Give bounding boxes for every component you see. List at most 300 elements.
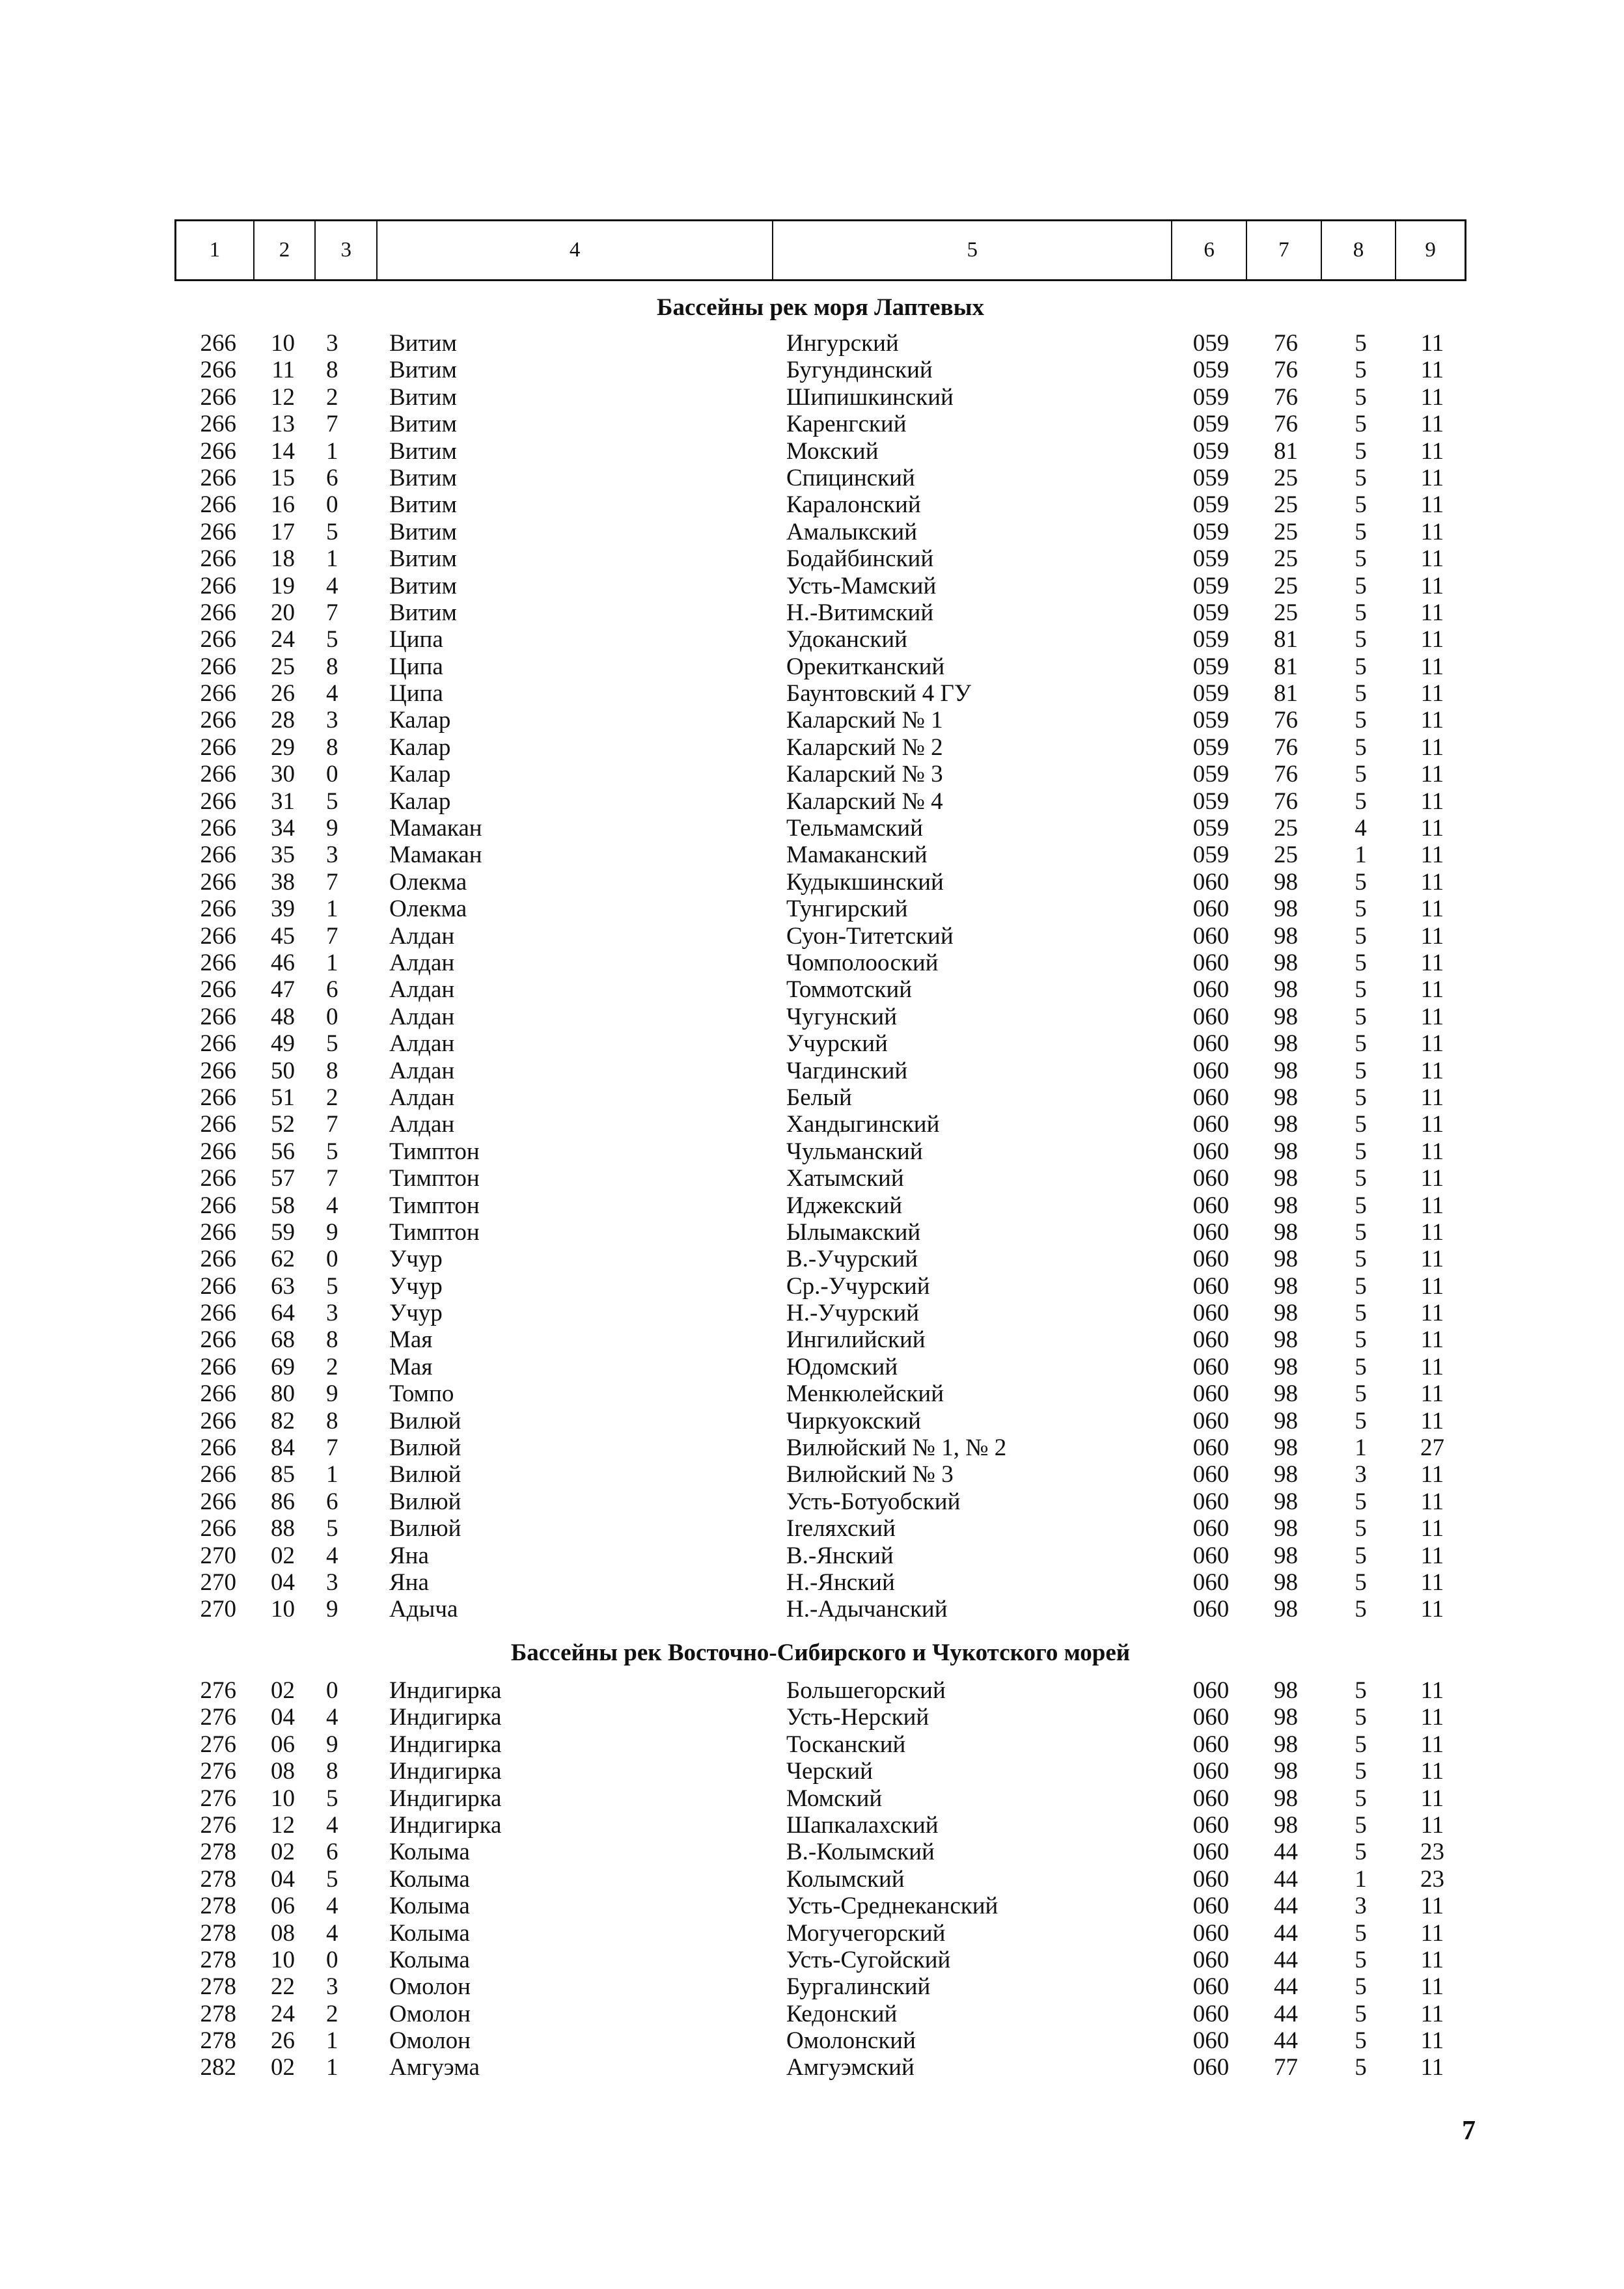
- table-row: [174, 1704, 1466, 1731]
- table-cell: 3: [326, 1973, 338, 2001]
- table-cell: 278: [200, 1839, 236, 1866]
- table-cell: Яна: [389, 1569, 429, 1596]
- table-cell: 060: [1192, 1003, 1230, 1030]
- table-cell: Амгуэмский: [786, 2054, 915, 2081]
- table-cell: 98: [1274, 1165, 1298, 1192]
- table-cell: В.-Колымский: [786, 1839, 935, 1866]
- table-cell: 98: [1274, 1461, 1298, 1488]
- table-cell: 11: [1420, 896, 1444, 923]
- table-cell: 5: [1355, 572, 1367, 599]
- table-cell: 060: [1192, 1111, 1230, 1138]
- table-row: [174, 2001, 1466, 2027]
- table-cell: Каларский № 3: [786, 761, 943, 788]
- table-cell: 060: [1192, 1865, 1230, 1893]
- table-cell: 7: [326, 411, 338, 438]
- table-cell: 266: [200, 1084, 236, 1111]
- table-row: [174, 2027, 1466, 2054]
- table-cell: Алдан: [389, 976, 455, 1004]
- table-cell: 060: [1192, 1030, 1230, 1058]
- table-cell: 25: [1274, 599, 1298, 626]
- table-cell: 266: [200, 1488, 236, 1515]
- table-cell: 11: [1420, 680, 1444, 707]
- table-cell: 25: [1274, 518, 1298, 545]
- table-cell: 9: [326, 1596, 338, 1623]
- table-row: [174, 1192, 1466, 1219]
- table-row: [174, 734, 1466, 761]
- table-cell: Тимптон: [389, 1165, 480, 1192]
- table-cell: Алдан: [389, 949, 455, 976]
- table-cell: 266: [200, 653, 236, 680]
- table-cell: 5: [326, 1030, 338, 1058]
- table-cell: 98: [1274, 1246, 1298, 1273]
- table-cell: 266: [200, 1030, 236, 1058]
- table-cell: Витим: [389, 599, 457, 626]
- table-cell: 5: [1355, 383, 1367, 411]
- table-row: [174, 1973, 1466, 2000]
- table-cell: Мая: [389, 1326, 433, 1354]
- table-row: [174, 1111, 1466, 1138]
- table-cell: 86: [271, 1488, 295, 1515]
- table-cell: 98: [1274, 1811, 1298, 1839]
- table-cell: 98: [1274, 1407, 1298, 1434]
- table-cell: 52: [271, 1111, 295, 1138]
- table-cell: 11: [1420, 599, 1444, 626]
- table-cell: Омолон: [389, 2027, 471, 2055]
- table-cell: Н.-Витимский: [786, 599, 934, 626]
- table-cell: 266: [200, 1353, 236, 1380]
- table-cell: 48: [271, 1003, 295, 1030]
- table-cell: Тосканский: [786, 1731, 906, 1758]
- table-cell: 5: [326, 1138, 338, 1165]
- table-cell: 44: [1274, 1839, 1298, 1866]
- table-cell: Мамакан: [389, 842, 482, 869]
- table-cell: 31: [271, 788, 295, 815]
- table-cell: Н.-Учурский: [786, 1300, 920, 1327]
- table-cell: Олекма: [389, 868, 467, 896]
- table-cell: 5: [1355, 1569, 1367, 1596]
- table-cell: 4: [326, 1192, 338, 1219]
- table-cell: 98: [1274, 1704, 1298, 1731]
- table-cell: 060: [1192, 1569, 1230, 1596]
- table-cell: 266: [200, 437, 236, 465]
- table-cell: 266: [200, 1380, 236, 1408]
- table-cell: 11: [1420, 1272, 1444, 1300]
- table-cell: Хатымский: [786, 1165, 904, 1192]
- table-cell: 3: [326, 707, 338, 734]
- table-cell: Олекма: [389, 896, 467, 923]
- table-cell: 98: [1274, 976, 1298, 1004]
- table-cell: Бургалинский: [786, 1973, 931, 2001]
- table-cell: 11: [1420, 1084, 1444, 1111]
- table-cell: 266: [200, 464, 236, 491]
- table-cell: 270: [200, 1596, 236, 1623]
- table-cell: 5: [1355, 545, 1367, 573]
- column-header: 6: [1172, 221, 1247, 279]
- table-cell: 1: [326, 896, 338, 923]
- table-cell: Витим: [389, 545, 457, 573]
- table-cell: 5: [1355, 1758, 1367, 1785]
- table-cell: 5: [1355, 1272, 1367, 1300]
- table-cell: 76: [1274, 707, 1298, 734]
- table-cell: 4: [326, 1542, 338, 1569]
- table-cell: Томпо: [389, 1380, 454, 1408]
- table-cell: 7: [326, 868, 338, 896]
- table-cell: 266: [200, 518, 236, 545]
- table-cell: 276: [200, 1704, 236, 1731]
- table-cell: 059: [1192, 437, 1230, 465]
- table-cell: 5: [1355, 1704, 1367, 1731]
- table-cell: 060: [1192, 1785, 1230, 1812]
- table-row: [174, 1030, 1466, 1057]
- table-cell: 5: [1355, 357, 1367, 384]
- table-cell: 81: [1274, 680, 1298, 707]
- table-cell: 266: [200, 733, 236, 761]
- table-cell: 266: [200, 572, 236, 599]
- table-cell: Индигирка: [389, 1704, 502, 1731]
- table-cell: 266: [200, 1218, 236, 1246]
- table-cell: Калар: [389, 707, 451, 734]
- table-cell: 2: [326, 383, 338, 411]
- table-cell: 9: [326, 1380, 338, 1408]
- table-cell: 98: [1274, 922, 1298, 950]
- table-cell: 11: [1420, 1569, 1444, 1596]
- table-cell: 060: [1192, 1326, 1230, 1354]
- table-cell: 276: [200, 1731, 236, 1758]
- table-cell: 5: [1355, 1946, 1367, 1973]
- table-row: [174, 1461, 1466, 1488]
- table-cell: 11: [1420, 411, 1444, 438]
- table-cell: Вилюй: [389, 1407, 461, 1434]
- table-cell: Чомполооский: [786, 949, 939, 976]
- table-cell: 060: [1192, 1138, 1230, 1165]
- table-cell: 060: [1192, 1758, 1230, 1785]
- table-cell: Витим: [389, 464, 457, 491]
- table-row: [174, 1004, 1466, 1030]
- table-cell: Хандыгинский: [786, 1111, 940, 1138]
- table-cell: 266: [200, 545, 236, 573]
- table-cell: 060: [1192, 1919, 1230, 1947]
- table-cell: 0: [326, 1003, 338, 1030]
- table-cell: 5: [1355, 1218, 1367, 1246]
- table-cell: 276: [200, 1758, 236, 1785]
- table-cell: Чагдинский: [786, 1057, 908, 1084]
- table-row: [174, 1138, 1466, 1165]
- table-cell: 44: [1274, 2027, 1298, 2055]
- table-cell: 8: [326, 1326, 338, 1354]
- table-cell: 11: [1420, 1057, 1444, 1084]
- table-cell: Вилюй: [389, 1515, 461, 1542]
- table-cell: 5: [1355, 1515, 1367, 1542]
- table-cell: 266: [200, 599, 236, 626]
- table-cell: Колымский: [786, 1865, 905, 1893]
- table-cell: Колыма: [389, 1893, 470, 1920]
- table-cell: 2: [326, 1353, 338, 1380]
- table-cell: 060: [1192, 1057, 1230, 1084]
- table-cell: 98: [1274, 1785, 1298, 1812]
- table-cell: 278: [200, 1893, 236, 1920]
- table-cell: 060: [1192, 1246, 1230, 1273]
- table-cell: 11: [1420, 1192, 1444, 1219]
- table-row: [174, 1812, 1466, 1839]
- table-cell: 5: [1355, 1488, 1367, 1515]
- table-cell: 5: [1355, 680, 1367, 707]
- table-cell: 11: [1420, 922, 1444, 950]
- table-cell: 26: [271, 680, 295, 707]
- table-cell: 02: [271, 2054, 295, 2081]
- table-cell: 25: [1274, 464, 1298, 491]
- table-cell: 059: [1192, 599, 1230, 626]
- table-cell: 5: [1355, 626, 1367, 653]
- table-cell: 060: [1192, 1300, 1230, 1327]
- table-cell: 81: [1274, 653, 1298, 680]
- table-row: [174, 707, 1466, 733]
- table-cell: 1: [326, 2054, 338, 2081]
- table-cell: 059: [1192, 680, 1230, 707]
- table-cell: 46: [271, 949, 295, 976]
- table-cell: Колыма: [389, 1946, 470, 1973]
- table-cell: 26: [271, 2027, 295, 2055]
- table-cell: 98: [1274, 949, 1298, 976]
- table-cell: 5: [1355, 1407, 1367, 1434]
- table-cell: 19: [271, 572, 295, 599]
- table-cell: Витим: [389, 491, 457, 519]
- table-cell: 11: [271, 357, 295, 384]
- table-cell: 11: [1420, 815, 1444, 842]
- table-cell: 11: [1420, 1461, 1444, 1488]
- table-cell: 11: [1420, 1138, 1444, 1165]
- table-cell: 98: [1274, 896, 1298, 923]
- table-cell: Витим: [389, 330, 457, 357]
- column-header: 9: [1425, 238, 1436, 262]
- table-cell: 3: [326, 330, 338, 357]
- table-cell: Н.-Янский: [786, 1569, 895, 1596]
- table-row: [174, 626, 1466, 653]
- table-cell: Кедонский: [786, 2000, 898, 2027]
- table-cell: 266: [200, 330, 236, 357]
- table-cell: 059: [1192, 464, 1230, 491]
- table-row: [174, 976, 1466, 1003]
- table-cell: 44: [1274, 1973, 1298, 2001]
- table-cell: 11: [1420, 1218, 1444, 1246]
- table-cell: 68: [271, 1326, 295, 1354]
- column-header: 4: [378, 221, 773, 279]
- table-cell: 77: [1274, 2054, 1298, 2081]
- table-cell: 11: [1420, 1515, 1444, 1542]
- table-row: [174, 1380, 1466, 1407]
- table-cell: Чугунский: [786, 1003, 898, 1030]
- table-cell: 22: [271, 1973, 295, 2001]
- table-cell: Алдан: [389, 1003, 455, 1030]
- table-cell: 5: [1355, 1246, 1367, 1273]
- table-cell: 10: [271, 1785, 295, 1812]
- table-cell: 81: [1274, 437, 1298, 465]
- table-cell: Индигирка: [389, 1677, 502, 1704]
- table-cell: Ципа: [389, 626, 443, 653]
- table-cell: 25: [1274, 572, 1298, 599]
- table-cell: 11: [1420, 842, 1444, 869]
- table-row: [174, 1920, 1466, 1947]
- table-cell: 1: [1355, 1434, 1367, 1462]
- table-cell: 98: [1274, 1758, 1298, 1785]
- table-cell: 11: [1420, 1731, 1444, 1758]
- table-body-east-siberian: [174, 1677, 1466, 2081]
- table-cell: 5: [1355, 1542, 1367, 1569]
- table-row: [174, 330, 1466, 357]
- table-cell: 6: [326, 1839, 338, 1866]
- table-cell: 5: [326, 1785, 338, 1812]
- section-title-east-siberian: Бассейны рек Восточно-Сибирского и Чукотского морей: [510, 1639, 1131, 1666]
- table-cell: Чиркуокский: [786, 1407, 921, 1434]
- table-cell: 98: [1274, 1326, 1298, 1354]
- table-cell: 9: [326, 815, 338, 842]
- table-cell: 060: [1192, 1488, 1230, 1515]
- table-row: [174, 788, 1466, 815]
- table-cell: 059: [1192, 572, 1230, 599]
- table-cell: 10: [271, 1946, 295, 1973]
- table-row: [174, 465, 1466, 491]
- table-cell: 11: [1420, 464, 1444, 491]
- table-cell: 5: [1355, 1596, 1367, 1623]
- table-cell: 5: [1355, 1677, 1367, 1704]
- table-cell: Тимптон: [389, 1138, 480, 1165]
- table-cell: 8: [326, 1758, 338, 1785]
- table-cell: 8: [326, 733, 338, 761]
- table-cell: Адыча: [389, 1596, 458, 1623]
- table-cell: 266: [200, 1272, 236, 1300]
- table-cell: Алдан: [389, 922, 455, 950]
- table-cell: 11: [1420, 1353, 1444, 1380]
- table-cell: 266: [200, 1111, 236, 1138]
- table-cell: 30: [271, 761, 295, 788]
- table-cell: В.-Янский: [786, 1542, 894, 1569]
- table-cell: 76: [1274, 357, 1298, 384]
- table-cell: 060: [1192, 1731, 1230, 1758]
- table-cell: Ылымакский: [786, 1218, 921, 1246]
- table-cell: 276: [200, 1811, 236, 1839]
- table-cell: 11: [1420, 437, 1444, 465]
- table-cell: 11: [1420, 1919, 1444, 1947]
- table-row: [174, 1273, 1466, 1300]
- table-cell: Момский: [786, 1785, 883, 1812]
- table-cell: Алдан: [389, 1111, 455, 1138]
- table-row: [174, 357, 1466, 383]
- table-cell: 98: [1274, 868, 1298, 896]
- table-cell: 5: [1355, 868, 1367, 896]
- table-cell: Индигирка: [389, 1785, 502, 1812]
- table-row: [174, 2054, 1466, 2081]
- table-cell: 5: [1355, 1380, 1367, 1408]
- table-cell: 44: [1274, 2000, 1298, 2027]
- column-header-row: [174, 219, 1466, 281]
- table-row: [174, 1542, 1466, 1569]
- table-cell: 98: [1274, 1138, 1298, 1165]
- table-cell: 62: [271, 1246, 295, 1273]
- table-cell: 98: [1274, 1003, 1298, 1030]
- table-cell: 76: [1274, 733, 1298, 761]
- table-cell: 44: [1274, 1893, 1298, 1920]
- table-cell: 11: [1420, 1030, 1444, 1058]
- table-cell: 5: [1355, 707, 1367, 734]
- table-cell: Усть-Среднеканский: [786, 1893, 998, 1920]
- table-cell: 23: [1420, 1839, 1444, 1866]
- table-cell: 76: [1274, 383, 1298, 411]
- page-number: 7: [1462, 2116, 1476, 2146]
- table-cell: Каларский № 2: [786, 733, 943, 761]
- table-cell: 060: [1192, 922, 1230, 950]
- table-cell: 6: [326, 1488, 338, 1515]
- table-cell: 278: [200, 2027, 236, 2055]
- table-row: [174, 815, 1466, 842]
- table-cell: 98: [1274, 1488, 1298, 1515]
- table-cell: 23: [1420, 1865, 1444, 1893]
- table-cell: Калар: [389, 733, 451, 761]
- table-cell: 059: [1192, 761, 1230, 788]
- table-cell: 060: [1192, 1515, 1230, 1542]
- table-cell: 060: [1192, 1380, 1230, 1408]
- table-cell: 059: [1192, 357, 1230, 384]
- table-cell: Кудыкшинский: [786, 868, 944, 896]
- table-cell: Усть-Мамский: [786, 572, 937, 599]
- table-cell: 4: [326, 1919, 338, 1947]
- table-cell: 11: [1420, 1542, 1444, 1569]
- table-cell: 9: [326, 1218, 338, 1246]
- table-cell: 5: [1355, 896, 1367, 923]
- table-cell: 2: [326, 2000, 338, 2027]
- table-cell: Менкюлейский: [786, 1380, 944, 1408]
- table-cell: 11: [1420, 949, 1444, 976]
- table-row: [174, 1515, 1466, 1542]
- table-row: [174, 923, 1466, 950]
- table-cell: 5: [1355, 518, 1367, 545]
- table-cell: Удоканский: [786, 626, 907, 653]
- table-cell: 266: [200, 680, 236, 707]
- table-cell: 1: [326, 949, 338, 976]
- table-cell: 266: [200, 1003, 236, 1030]
- table-cell: 44: [1274, 1919, 1298, 1947]
- table-cell: 7: [326, 922, 338, 950]
- table-cell: 060: [1192, 1893, 1230, 1920]
- table-row: [174, 599, 1466, 626]
- table-cell: Витим: [389, 437, 457, 465]
- table-cell: 69: [271, 1353, 295, 1380]
- table-cell: 16: [271, 491, 295, 519]
- table-row: [174, 680, 1466, 707]
- table-row: [174, 573, 1466, 599]
- table-row: [174, 545, 1466, 572]
- table-cell: 060: [1192, 1353, 1230, 1380]
- table-cell: 11: [1420, 707, 1444, 734]
- table-cell: 24: [271, 2000, 295, 2027]
- table-cell: 5: [1355, 1003, 1367, 1030]
- table-cell: 5: [1355, 788, 1367, 815]
- table-cell: Колыма: [389, 1839, 470, 1866]
- table-cell: 5: [1355, 1919, 1367, 1947]
- table-cell: 11: [1420, 788, 1444, 815]
- table-cell: 7: [326, 1434, 338, 1462]
- table-cell: 266: [200, 922, 236, 950]
- table-cell: Усть-Ботуобский: [786, 1488, 961, 1515]
- table-cell: 25: [1274, 545, 1298, 573]
- table-cell: 3: [326, 1569, 338, 1596]
- table-cell: Вилюй: [389, 1461, 461, 1488]
- table-cell: 11: [1420, 1111, 1444, 1138]
- table-cell: 98: [1274, 1192, 1298, 1219]
- table-cell: 4: [326, 1811, 338, 1839]
- table-cell: 7: [326, 1111, 338, 1138]
- column-header: 1: [176, 221, 255, 279]
- table-row: [174, 1488, 1466, 1515]
- table-cell: 276: [200, 1785, 236, 1812]
